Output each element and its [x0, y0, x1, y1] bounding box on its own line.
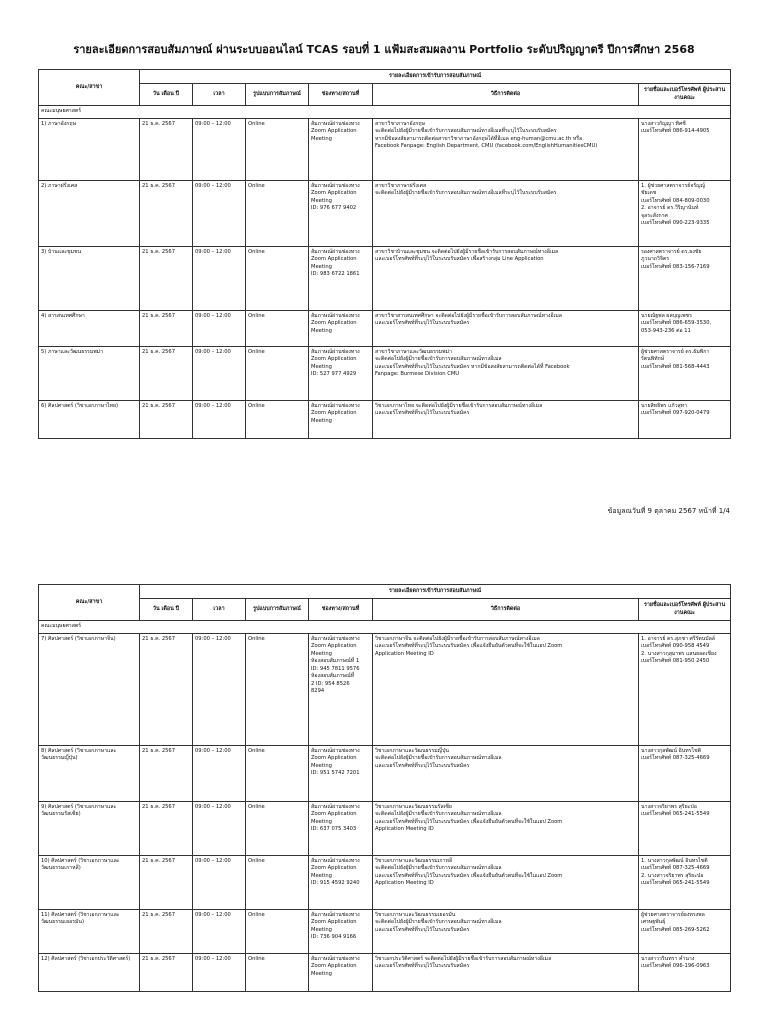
cell-method [373, 246, 639, 310]
cell-contact-line: 1. อาจารย์ ดร.สุภชา ศรีรัตนบัลล์ [641, 635, 715, 642]
section-label: คณะมนุษยศาสตร์ [39, 106, 731, 119]
cell-method-line: จะติดต่อไปยังผู้มีรายชื่อเข้ารับการสอบสัมภาษณ์ทางอีเมล [375, 865, 502, 872]
cell-channel-line: Zoom Application [311, 256, 357, 263]
cell-method-line: วิชาเอกภาษาและวัฒนธรรมญี่ปุ่น [375, 747, 449, 754]
cell-channel-line: Meeting [311, 263, 332, 270]
cell-method [373, 953, 639, 991]
cell-contact-line: ภูวนาถวิจิตร [641, 256, 670, 263]
cell-faculty: 3) บ้านและชุมชน [39, 246, 140, 310]
cell-channel-line: ห้องสอบสัมภาษณ์ที่ 1 [311, 658, 360, 665]
cell-method-line: วิชาเอกภาษาจีน จะติดต่อไปยังผู้มีรายชื่อเข้ารับการสอบสัมภาษณ์ทางอีเมล [375, 635, 540, 642]
cell-contact [639, 801, 731, 855]
table-body-page-2 [39, 621, 731, 992]
cell-date: 21 ธ.ค. 2567 [140, 745, 193, 801]
cell-faculty: 9) ศิลปศาสตร์ (วิชาเอกภาษาและวัฒนธรรมรัสเซีย) [39, 801, 140, 855]
cell-method-line: สาขาวิชาภาษาฝรั่งเศส [375, 182, 427, 189]
cell-channel-line: Zoom Application [311, 643, 357, 650]
cell-contact [639, 310, 731, 346]
cell-contact [639, 246, 731, 310]
cell-method [373, 745, 639, 801]
cell-date: 21 ธ.ค. 2567 [140, 310, 193, 346]
cell-method [373, 346, 639, 400]
cell-contact-line: เบอร์โทรศัพท์ 081-568-4443 [641, 363, 710, 370]
header-faculty: คณะ/สาขา [39, 585, 140, 621]
cell-contact-line: เบอร์โทรศัพท์ 065-241-5549 [641, 880, 710, 887]
header-format: รูปแบบการสัมภาษณ์ [246, 599, 309, 621]
cell-channel-line: Meeting [311, 818, 332, 825]
cell-contact-line: นางสาวจริยาพร สุริยะป่อ [641, 803, 697, 810]
cell-channel-line: Meeting [311, 650, 332, 657]
cell-contact-line: เบอร์โทรศัพท์ 087-325-4669 [641, 865, 710, 872]
cell-channel-line: สัมภาษณ์ผ่านช่องทาง [311, 120, 360, 127]
cell-channel-line: สัมภาษณ์ผ่านช่องทาง [311, 747, 360, 754]
table-row [39, 346, 731, 400]
cell-contact-line: ชัยเดช [641, 190, 657, 197]
cell-faculty: 5) ภาษาและวัฒนธรรมพม่า [39, 346, 140, 400]
section-label: คณะมนุษยศาสตร์ [39, 621, 731, 634]
cell-date: 21 ธ.ค. 2567 [140, 346, 193, 400]
cell-date: 21 ธ.ค. 2567 [140, 118, 193, 180]
cell-date: 21 ธ.ค. 2567 [140, 953, 193, 991]
cell-contact-line: เบอร์โทรศัพท์ 083-156-7169 [641, 263, 710, 270]
cell-channel-line: สัมภาษณ์ผ่านช่องทาง [311, 348, 360, 355]
cell-date: 21 ธ.ค. 2567 [140, 801, 193, 855]
cell-contact-line: เศรษฐพันธุ์ [641, 919, 666, 926]
cell-contact-line: เบอร์โทรศัพท์ 086-659-3530, [641, 320, 712, 327]
cell-contact [639, 400, 731, 438]
table-row [39, 855, 731, 909]
cell-channel-line: ID: 951 5742 7201 [311, 770, 360, 777]
schedule-table-page-1 [38, 69, 731, 439]
cell-method-line: และเบอร์โทรศัพท์ที่ระบุไว้ในระบบรับสมัคร เพื่อแจ้งยืนยันตัวตนที่จะใช้ในแอป Zoom [375, 872, 563, 879]
cell-contact-line: นางสาวกุลพัฒน์ อินทรไชติ [641, 747, 701, 754]
cell-channel [309, 180, 373, 246]
cell-channel-line: ID: 983 6722 1861 [311, 271, 360, 278]
cell-contact-line: 053-943-236 ต่อ 11 [641, 327, 691, 334]
cell-channel-line: Meeting [311, 926, 332, 933]
header-faculty: คณะ/สาขา [39, 70, 140, 106]
cell-faculty: 1) ภาษาอังกฤษ [39, 118, 140, 180]
cell-contact-line: รัตนพิทักษ์ [641, 356, 665, 363]
cell-method [373, 400, 639, 438]
cell-method-line: จะติดต่อไปยังผู้มีรายชื่อเข้ารับการสอบสัมภาษณ์ทางอีเมลที่ระบุไว้ในระบบรับสมัคร [375, 128, 557, 135]
cell-contact-line: ผู้ช่วยศาสตราจารย์ ดร.ธัมพิกา [641, 348, 710, 355]
cell-time: 09:00 – 12:00 [193, 310, 246, 346]
cell-channel-line: Zoom Application [311, 811, 357, 818]
cell-contact-line: เบอร์โทรศัพท์ 086-914-4905 [641, 128, 710, 135]
cell-method-line: วิชาเอกภาษาและวัฒนธรรมเยอรมัน [375, 911, 456, 918]
cell-method [373, 909, 639, 953]
cell-date: 21 ธ.ค. 2567 [140, 909, 193, 953]
cell-method-line: และเบอร์โทรศัพท์ที่ระบุไว้ในระบบรับสมัคร เพื่อสร้างกลุ่ม Line Application [375, 256, 544, 263]
cell-channel [309, 909, 373, 953]
cell-channel-line: สัมภาษณ์ผ่านช่องทาง [311, 182, 360, 189]
cell-channel [309, 953, 373, 991]
table-row [39, 400, 731, 438]
cell-method-line: และเบอร์โทรศัพท์ที่ระบุไว้ในระบบรับสมัคร [375, 963, 470, 970]
cell-channel [309, 801, 373, 855]
cell-channel [309, 310, 373, 346]
cell-contact-line: เบอร์โทรศัพท์ 090-958 4549 [641, 643, 710, 650]
cell-contact-line: นางสาวกัญญา ทิศชี [641, 120, 686, 127]
cell-format: Online [246, 801, 309, 855]
cell-contact-line: นางสาววรินทรา คำนาง [641, 955, 695, 962]
cell-format: Online [246, 246, 309, 310]
cell-method-line: สาขาวิชาภาษาและวัฒนธรรมพม่า [375, 348, 452, 355]
cell-contact [639, 855, 731, 909]
cell-method [373, 633, 639, 745]
cell-contact-line: 2. นางสาวกุสุมาพร แสนยอดเชียง [641, 650, 717, 657]
cell-channel-line: ID: 976 677 9402 [311, 205, 357, 212]
cell-contact-line: 2. นางสาวจริยาพร สุริยะป่อ [641, 872, 704, 879]
cell-contact [639, 953, 731, 991]
cell-contact-line: เบอร์โทรศัพท์ 087-325-4669 [641, 755, 710, 762]
cell-channel-line: Meeting [311, 135, 332, 142]
table-row [39, 801, 731, 855]
cell-method-line: สาขาวิชาบ้านและชุมชน จะติดต่อไปยังผู้มีรายชื่อเข้ารับการสอบสัมภาษณ์ทางอีเมล [375, 248, 559, 255]
cell-time: 09:00 – 12:00 [193, 745, 246, 801]
cell-date: 21 ธ.ค. 2567 [140, 633, 193, 745]
cell-method-line: Application Meeting ID [375, 650, 434, 657]
cell-channel-line: ID: 945 7811 9576 [311, 665, 360, 672]
cell-channel-line: สัมภาษณ์ผ่านช่องทาง [311, 955, 360, 962]
document-title: รายละเอียดการสอบสัมภาษณ์ ผ่านระบบออนไลน์ TCAS รอบที่ 1 แฟ้มสะสมผลงาน Portfolio ระดับปริญญาตรี ปีการศึกษา 2568 [73, 43, 695, 56]
cell-channel-line: Zoom Application [311, 190, 357, 197]
cell-format: Online [246, 310, 309, 346]
cell-contact [639, 745, 731, 801]
cell-contact [639, 909, 731, 953]
cell-method-line: จะติดต่อไปยังผู้มีรายชื่อเข้ารับการสอบสัมภาษณ์ทางอีเมล [375, 755, 502, 762]
cell-channel [309, 346, 373, 400]
cell-time: 09:00 – 12:00 [193, 633, 246, 745]
cell-channel-line: สัมภาษณ์ผ่านช่องทาง [311, 248, 360, 255]
cell-date: 21 ธ.ค. 2567 [140, 180, 193, 246]
cell-contact-line: จุลระสังกาศ [641, 212, 668, 219]
cell-method-line: Facebook Fanpage: English Department, CMU (facebook.com/EnglishHumanitiesCMU) [375, 143, 598, 150]
cell-channel-line: ID: 637 075 3403 [311, 826, 357, 833]
cell-contact-line: เบอร์โทรศัพท์ 090-223-9335 [641, 220, 710, 227]
cell-method-line: Application Meeting ID [375, 880, 434, 887]
cell-method-line: จะติดต่อไปยังผู้มีรายชื่อเข้ารับการสอบสัมภาษณ์ทางอีเมล [375, 919, 502, 926]
header-contact: รายชื่อและเบอร์โทรศัพท์ ผู้ประสานงานคณะ [639, 84, 731, 106]
cell-channel-line: Meeting [311, 327, 332, 334]
cell-channel-line: Meeting [311, 363, 332, 370]
cell-channel-line: Zoom Application [311, 320, 357, 327]
cell-method-line: วิชาเอกภาษาไทย จะติดต่อไปยังผู้มีรายชื่อเข้ารับการสอบสัมภาษณ์ทางอีเมล [375, 402, 543, 409]
cell-contact [639, 180, 731, 246]
cell-time: 09:00 – 12:00 [193, 855, 246, 909]
cell-contact-line: 2. อาจารย์ ดร.วีริญานันท์ [641, 205, 699, 212]
cell-contact [639, 346, 731, 400]
cell-channel-line: ID: 915 4592 9240 [311, 880, 360, 887]
table-row [39, 310, 731, 346]
cell-time: 09:00 – 12:00 [193, 400, 246, 438]
cell-channel-line: ID: 736 904 9166 [311, 934, 357, 941]
cell-faculty: 10) ศิลปศาสตร์ (วิชาเอกภาษาและวัฒนธรรมเกาหลี) [39, 855, 140, 909]
cell-contact-line: นายณัฐพล ผลบุญเพชร [641, 312, 692, 319]
cell-method [373, 118, 639, 180]
cell-method-line: และเบอร์โทรศัพท์ที่ระบุไว้ในระบบรับสมัคร [375, 926, 470, 933]
cell-contact-line: รองศาสตราจารย์ ดร.ธงชัย [641, 248, 702, 255]
cell-channel [309, 400, 373, 438]
cell-faculty: 7) ศิลปศาสตร์ (วิชาเอกภาษาจีน) [39, 633, 140, 745]
cell-contact-line: ผู้ช่วยศาสตราจารย์ธงทรงพล [641, 911, 705, 918]
cell-contact [639, 633, 731, 745]
table-row [39, 118, 731, 180]
cell-method-line: จะติดต่อไปยังผู้มีรายชื่อเข้ารับการสอบสัมภาษณ์ทางอีเมล [375, 356, 502, 363]
cell-channel-line: 8294 [311, 688, 325, 695]
cell-channel-line: Zoom Application [311, 410, 357, 417]
cell-method-line: วิชาเอกภาษาและวัฒนธรรมเกาหลี [375, 857, 453, 864]
cell-contact-line: นายสิทธิพร แก้วสุทา [641, 402, 688, 409]
cell-time: 09:00 – 12:00 [193, 246, 246, 310]
cell-method-line: และเบอร์โทรศัพท์ที่ระบุไว้ในระบบรับสมัคร [375, 320, 470, 327]
cell-channel [309, 118, 373, 180]
cell-method-line: วิชาเอกประวัติศาสตร์ จะติดต่อไปยังผู้มีรายชื่อเข้ารับการสอบสัมภาษณ์ทางอีเมล [375, 955, 552, 962]
cell-channel-line: สัมภาษณ์ผ่านช่องทาง [311, 803, 360, 810]
cell-channel-line: Zoom Application [311, 128, 357, 135]
table-row [39, 180, 731, 246]
header-format: รูปแบบการสัมภาษณ์ [246, 84, 309, 106]
cell-contact-line: เบอร์โทรศัพท์ 065-241-5549 [641, 811, 710, 818]
header-date: วัน เดือน ปี [140, 84, 193, 106]
cell-channel-line: Zoom Application [311, 755, 357, 762]
cell-method-line: Fanpage: Burmese Division CMU [375, 371, 460, 378]
header-date: วัน เดือน ปี [140, 599, 193, 621]
cell-method-line: Application Meeting ID [375, 826, 434, 833]
table-body-page-1 [39, 106, 731, 439]
cell-method [373, 801, 639, 855]
cell-contact [639, 118, 731, 180]
cell-method-line: และเบอร์โทรศัพท์ที่ระบุไว้ในระบบรับสมัคร เพื่อแจ้งยืนยันตัวตนที่จะใช้ในแอป Zoom [375, 818, 563, 825]
cell-format: Online [246, 909, 309, 953]
cell-method [373, 855, 639, 909]
cell-channel-line: สัมภาษณ์ผ่านช่องทาง [311, 402, 360, 409]
cell-contact-line: 1. นางสาวกุลพัฒน์ อินทรไชติ [641, 857, 708, 864]
table-row [39, 909, 731, 953]
cell-time: 09:00 – 12:00 [193, 909, 246, 953]
cell-channel-line: Meeting [311, 417, 332, 424]
cell-date: 21 ธ.ค. 2567 [140, 246, 193, 310]
cell-format: Online [246, 180, 309, 246]
cell-channel-line: Zoom Application [311, 356, 357, 363]
cell-faculty: 2) ภาษาฝรั่งเศส [39, 180, 140, 246]
cell-channel-line: สัมภาษณ์ผ่านช่องทาง [311, 857, 360, 864]
cell-method-line: หากมีข้อสงสัยสามารถติดต่อสาขาวิชาภาษาอังกฤษได้ที่อีเมล eng-human@cmu.ac.th หรือ [375, 135, 583, 142]
cell-faculty: 12) ศิลปศาสตร์ (วิชาเอกประวัติศาสตร์) [39, 953, 140, 991]
cell-channel-line: ห้องสอบสัมภาษณ์ที่ [311, 673, 355, 680]
cell-format: Online [246, 346, 309, 400]
cell-time: 09:00 – 12:00 [193, 118, 246, 180]
page-footer: ข้อมูลณวันที่ 9 ตุลาคม 2567 หน้าที่ 1/4 [607, 507, 730, 515]
schedule-table-page-2 [38, 584, 731, 992]
header-time: เวลา [193, 599, 246, 621]
cell-faculty: 8) ศิลปศาสตร์ (วิชาเอกภาษาและวัฒนธรรมญี่ปุ่น) [39, 745, 140, 801]
cell-channel-line: Meeting [311, 197, 332, 204]
table-row [39, 633, 731, 745]
cell-channel-line: Meeting [311, 762, 332, 769]
cell-faculty: 11) ศิลปศาสตร์ (วิชาเอกภาษาและวัฒนธรรมเยอรมัน) [39, 909, 140, 953]
cell-channel-line: สัมภาษณ์ผ่านช่องทาง [311, 312, 360, 319]
cell-channel-line: ID: 527 977 4929 [311, 371, 357, 378]
cell-contact-line: 1. ผู้ช่วยศาสตราจารย์จรัญญ์ [641, 182, 705, 189]
header-channel: ช่องทาง/สถานที่ [309, 599, 373, 621]
header-channel: ช่องทาง/สถานที่ [309, 84, 373, 106]
cell-contact-line: เบอร์โทรศัพท์ 097-920-0479 [641, 410, 710, 417]
cell-format: Online [246, 633, 309, 745]
cell-format: Online [246, 855, 309, 909]
cell-date: 21 ธ.ค. 2567 [140, 400, 193, 438]
table-row [39, 745, 731, 801]
cell-method-line: สาขาวิชาสารสนเทศศึกษา จะติดต่อไปยังผู้มีรายชื่อเข้ารับการสอบสัมภาษณ์ทางอีเมล [375, 312, 562, 319]
header-contact: รายชื่อและเบอร์โทรศัพท์ ผู้ประสานงานคณะ [639, 599, 731, 621]
cell-channel [309, 246, 373, 310]
cell-method-line: และเบอร์โทรศัพท์ที่ระบุไว้ในระบบรับสมัคร เพื่อแจ้งยืนยันตัวตนที่จะใช้ในแอป Zoom [375, 643, 563, 650]
cell-contact-line: เบอร์โทรศัพท์ 081-950 2450 [641, 658, 710, 665]
cell-date: 21 ธ.ค. 2567 [140, 855, 193, 909]
table-row [39, 246, 731, 310]
cell-channel [309, 633, 373, 745]
cell-time: 09:00 – 12:00 [193, 801, 246, 855]
cell-method [373, 180, 639, 246]
header-group: รายละเอียดการเข้ารับการสอบสัมภาษณ์ [140, 70, 731, 84]
cell-contact-line: เบอร์โทรศัพท์ 096-196-0963 [641, 963, 710, 970]
cell-method-line: จะติดต่อไปยังผู้มีรายชื่อเข้ารับการสอบสัมภาษณ์ทางอีเมล [375, 811, 502, 818]
cell-method-line: สาขาวิชาภาษาอังกฤษ [375, 120, 425, 127]
cell-format: Online [246, 400, 309, 438]
cell-channel-line: สัมภาษณ์ผ่านช่องทาง [311, 635, 360, 642]
cell-format: Online [246, 118, 309, 180]
cell-channel [309, 855, 373, 909]
cell-contact-line: เบอร์โทรศัพท์ 084-809-0030 [641, 197, 710, 204]
cell-format: Online [246, 745, 309, 801]
header-method: วิธีการติดต่อ [373, 84, 639, 106]
cell-method-line: และเบอร์โทรศัพท์ที่ระบุไว้ในระบบรับสมัคร [375, 410, 470, 417]
cell-method-line: จะติดต่อไปยังผู้มีรายชื่อเข้ารับการสอบสัมภาษณ์ทางอีเมลที่ระบุไว้ในระบบรับสมัคร [375, 190, 557, 197]
header-method: วิธีการติดต่อ [373, 599, 639, 621]
cell-faculty: 6) ศิลปศาสตร์ (วิชาเอกภาษาไทย) [39, 400, 140, 438]
cell-channel-line: Meeting [311, 872, 332, 879]
header-group: รายละเอียดการเข้ารับการสอบสัมภาษณ์ [140, 585, 731, 599]
cell-format: Online [246, 953, 309, 991]
cell-channel [309, 745, 373, 801]
cell-faculty: 4) สารสนเทศศึกษา [39, 310, 140, 346]
cell-channel-line: Zoom Application [311, 865, 357, 872]
cell-channel-line: สัมภาษณ์ผ่านช่องทาง [311, 911, 360, 918]
cell-time: 09:00 – 12:00 [193, 180, 246, 246]
cell-contact-line: เบอร์โทรศัพท์ 085-269-5262 [641, 926, 710, 933]
header-time: เวลา [193, 84, 246, 106]
cell-channel-line: 2 ID: 954 8526 [311, 680, 350, 687]
cell-time: 09:00 – 12:00 [193, 346, 246, 400]
cell-channel-line: Zoom Application [311, 963, 357, 970]
cell-channel-line: Zoom Application [311, 919, 357, 926]
cell-method-line: และเบอร์โทรศัพท์ที่ระบุไว้ในระบบรับสมัคร [375, 762, 470, 769]
cell-time: 09:00 – 12:00 [193, 953, 246, 991]
cell-channel-line: Meeting [311, 970, 332, 977]
table-row [39, 953, 731, 991]
cell-method-line: และเบอร์โทรศัพท์ที่ระบุไว้ในระบบรับสมัคร หากมีข้อสงสัยสามารถติดต่อได้ที่ Facebook [375, 363, 570, 370]
cell-method-line: วิชาเอกภาษาและวัฒนธรรมรัสเซีย [375, 803, 452, 810]
cell-method [373, 310, 639, 346]
